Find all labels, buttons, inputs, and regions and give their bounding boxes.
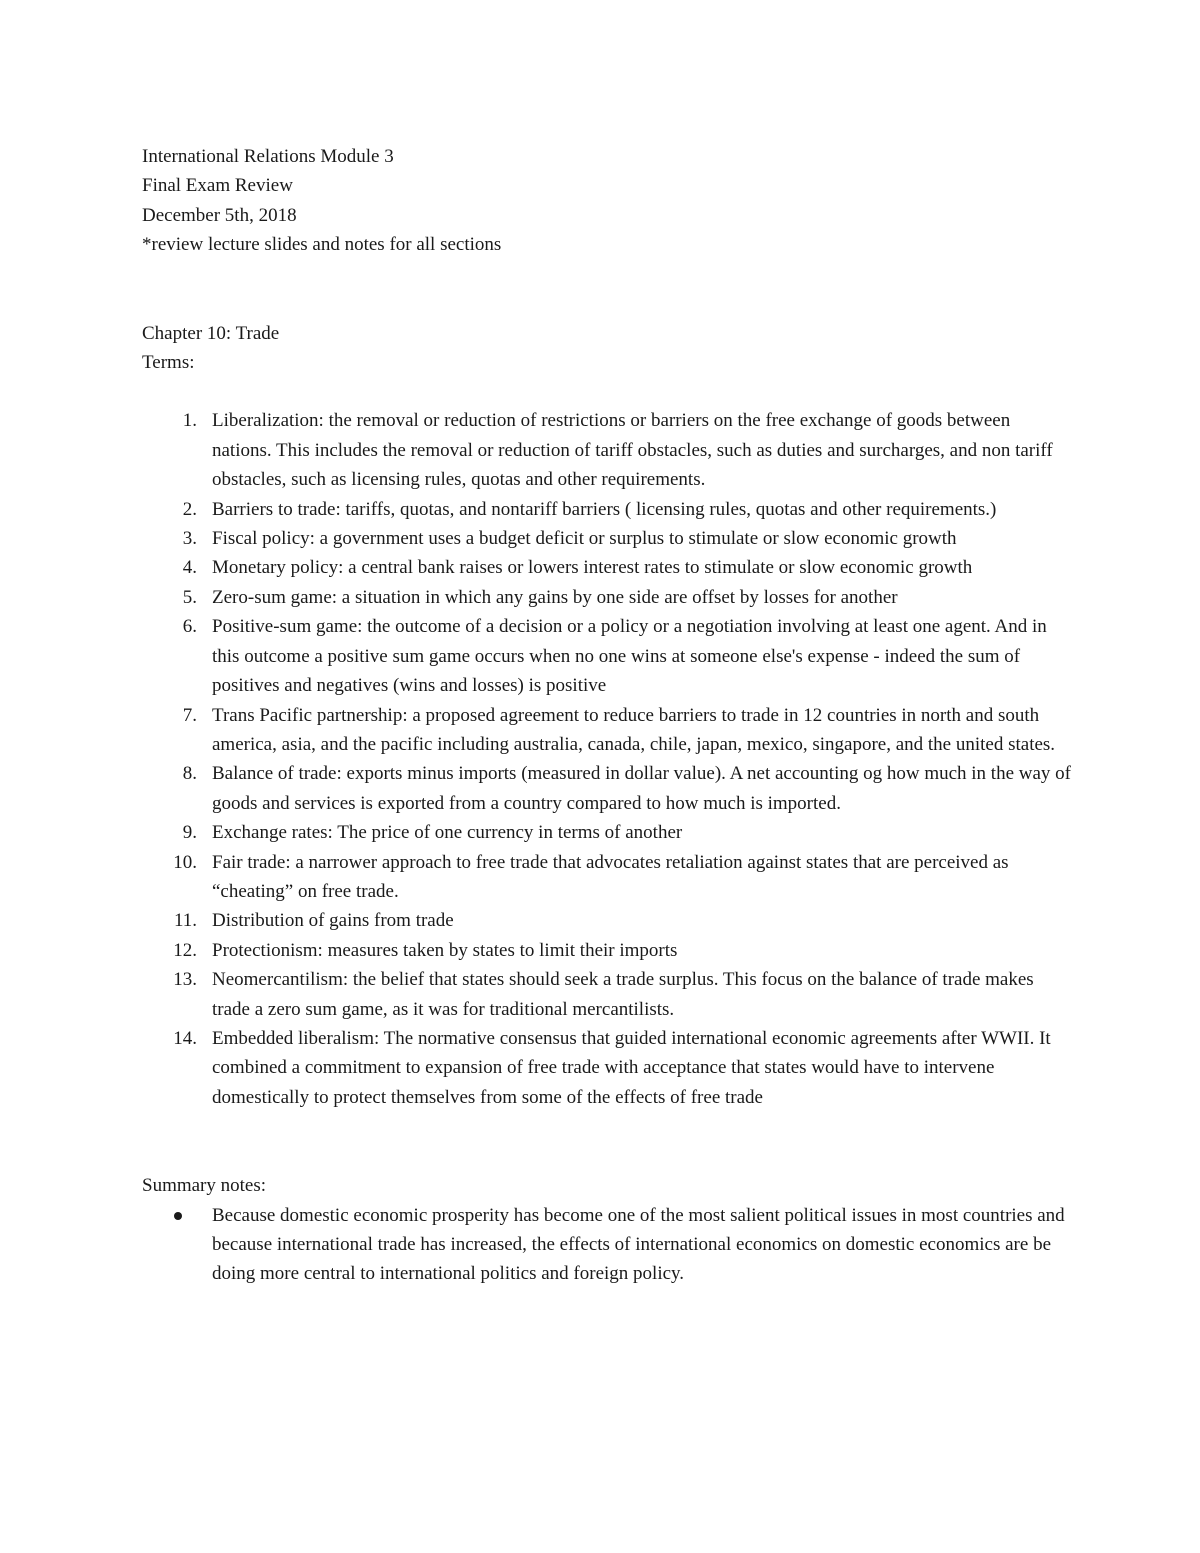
list-item bbox=[142, 965, 1072, 1024]
item-number: 9. bbox=[182, 822, 197, 844]
list-item bbox=[142, 406, 1072, 494]
item-number: 4. bbox=[182, 557, 197, 579]
item-text: Fair trade: a narrower approach to free trade that advocates retaliation against states that are perceived as “cheating” on free trade. bbox=[212, 851, 1009, 902]
chapter-heading: Chapter 10: Trade bbox=[142, 322, 280, 344]
item-number: 11. bbox=[173, 910, 197, 932]
list-item bbox=[142, 936, 1072, 965]
list-item bbox=[142, 701, 1072, 760]
list-item bbox=[142, 906, 1072, 935]
item-text: Neomercantilism: the belief that states should seek a trade surplus. This focus on the balance of trade makes trade a zero sum game, as it was for traditional mercantilists. bbox=[212, 969, 1034, 1020]
list-item bbox=[142, 1024, 1072, 1112]
item-number: 2. bbox=[182, 498, 197, 520]
item-text: Embedded liberalism: The normative consensus that guided international economic agreements after WWII. It combined a commitment to expansion of free trade with acceptance that states would have to intervene domestically to protect themselves from some of the effects of free trade bbox=[212, 1027, 1051, 1108]
item-number: 3. bbox=[182, 528, 197, 550]
item-text: Distribution of gains from trade bbox=[212, 910, 454, 932]
item-number: 8. bbox=[182, 763, 197, 785]
item-number: 1. bbox=[182, 410, 197, 432]
list-item bbox=[142, 759, 1072, 818]
bullet-icon bbox=[174, 1212, 182, 1220]
list-item bbox=[142, 612, 1072, 700]
list-item bbox=[142, 553, 1072, 582]
summary-list bbox=[142, 1201, 1072, 1289]
list-item bbox=[142, 495, 1072, 524]
item-number: 5. bbox=[182, 586, 197, 608]
course-title: International Relations Module 3 bbox=[142, 146, 394, 167]
list-item bbox=[142, 524, 1072, 553]
list-item bbox=[142, 848, 1072, 907]
document-page bbox=[142, 142, 1072, 1289]
list-item bbox=[142, 583, 1072, 612]
list-item bbox=[142, 1201, 1072, 1289]
list-item bbox=[142, 818, 1072, 847]
item-text: Exchange rates: The price of one currency in terms of another bbox=[212, 822, 683, 844]
review-note: *review lecture slides and notes for all sections bbox=[142, 234, 502, 256]
item-text: Trans Pacific partnership: a proposed agreement to reduce barriers to trade in 12 countries in north and south america, asia, and the pacific including australia, canada, chile, japan, mexico, singapore, and the united states. bbox=[212, 704, 1056, 755]
item-text: Positive-sum game: the outcome of a decision or a policy or a negotiation involving at least one agent. And in this outcome a positive sum game occurs when no one wins at someone else's expense - indeed the sum of positives and negatives (wins and losses) is positive bbox=[212, 616, 1047, 697]
item-text: Monetary policy: a central bank raises or lowers interest rates to stimulate or slow economic growth bbox=[212, 557, 973, 579]
item-text: Protectionism: measures taken by states to limit their imports bbox=[212, 939, 678, 961]
item-number: 10. bbox=[173, 851, 197, 873]
terms-list bbox=[142, 406, 1072, 1112]
item-number: 7. bbox=[182, 704, 197, 726]
document-date: December 5th, 2018 bbox=[142, 204, 297, 226]
document-title: Final Exam Review bbox=[142, 175, 293, 197]
item-text: Because domestic economic prosperity has become one of the most salient political issues in most countries and because international trade has increased, the effects of international economics on domestic economics are be doing more central to international politics and foreign policy. bbox=[212, 1204, 1065, 1285]
item-text: Liberalization: the removal or reduction of restrictions or barriers on the free exchange of goods between nations. This includes the removal or reduction of tariff obstacles, such as duties and surcharges, and non tariff obstacles, such as licensing rules, quotas and other requirements. bbox=[212, 410, 1053, 491]
item-text: Fiscal policy: a government uses a budget deficit or surplus to stimulate or slow economic growth bbox=[212, 528, 957, 550]
item-number: 6. bbox=[182, 616, 197, 638]
item-number: 13. bbox=[173, 969, 197, 991]
item-number: 12. bbox=[173, 939, 197, 961]
item-text: Zero-sum game: a situation in which any gains by one side are offset by losses for another bbox=[212, 586, 898, 608]
item-text: Balance of trade: exports minus imports (measured in dollar value). A net accounting og how much in the way of goods and services is exported from a country compared to how much is imported. bbox=[212, 763, 1071, 814]
summary-label: Summary notes: bbox=[142, 1175, 267, 1197]
item-text: Barriers to trade: tariffs, quotas, and nontariff barriers ( licensing rules, quotas and other requirements.) bbox=[212, 498, 997, 520]
terms-label: Terms: bbox=[142, 352, 195, 374]
item-number: 14. bbox=[173, 1027, 197, 1049]
